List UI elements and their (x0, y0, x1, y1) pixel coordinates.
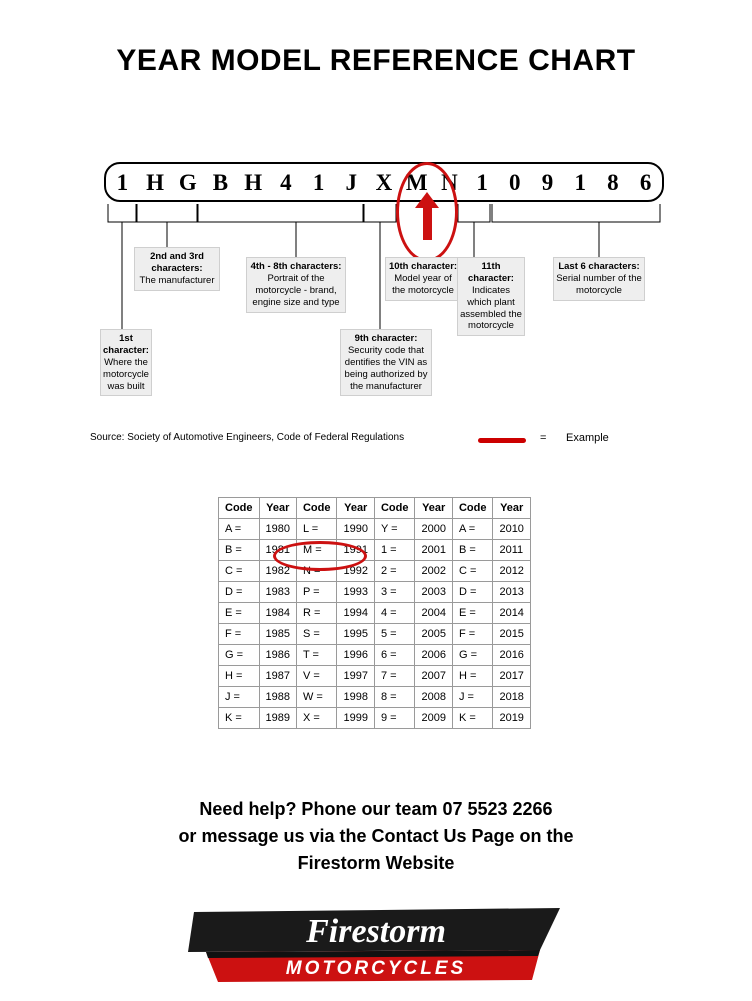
table-cell: 5 = (374, 624, 415, 645)
footer-line-3: Firestorm Website (297, 853, 455, 873)
table-cell: 7 = (374, 666, 415, 687)
table-cell: 2015 (493, 624, 530, 645)
vin-bar (104, 162, 664, 202)
table-cell: 1996 (337, 645, 374, 666)
table-row (219, 708, 531, 729)
source-note: Source: Society of Automotive Engineers, Code of Federal Regulations (90, 432, 405, 443)
callout-heading: 4th - 8th characters: (250, 261, 342, 272)
table-header-row (219, 498, 531, 519)
table-cell: K = (219, 708, 260, 729)
table-cell: 2005 (415, 624, 452, 645)
callout-heading: 1st character: (103, 333, 149, 356)
table-header-cell: Year (493, 498, 530, 519)
table-cell: 1994 (337, 603, 374, 624)
callout-body: Serial number of the motorcycle (556, 272, 642, 296)
vin-char: 6 (639, 169, 652, 195)
callout-9th-character (340, 329, 432, 396)
table-row (219, 540, 531, 561)
highlight-ellipse-table-row (273, 541, 367, 571)
table-cell: D = (219, 582, 260, 603)
vin-char: G (178, 169, 197, 195)
callout-heading: 11th character: (468, 261, 514, 284)
callout-body: Portrait of the motorcycle - brand, engine size and type (252, 272, 340, 308)
table-cell: 1980 (259, 519, 296, 540)
vin-char: 1 (312, 169, 325, 195)
table-cell: 1995 (337, 624, 374, 645)
table-cell: 1999 (337, 708, 374, 729)
table-row (219, 687, 531, 708)
table-cell: 1 = (374, 540, 415, 561)
table-cell: J = (219, 687, 260, 708)
table-cell: E = (219, 603, 260, 624)
table-cell: 1998 (337, 687, 374, 708)
table-header-cell: Year (415, 498, 452, 519)
table-row (219, 666, 531, 687)
vin-char: 9 (541, 169, 554, 195)
table-header-cell: Code (374, 498, 415, 519)
table-cell: 1990 (337, 519, 374, 540)
table-cell: 1981 (259, 540, 296, 561)
table-row (219, 603, 531, 624)
table-cell: 2000 (415, 519, 452, 540)
firestorm-motorcycles-logo (188, 906, 564, 984)
callout-body: Security code that dentifies the VIN as being authorized by the manufacturer (344, 344, 428, 392)
table-cell: S = (296, 624, 337, 645)
table-cell: Y = (374, 519, 415, 540)
table-cell: K = (452, 708, 493, 729)
table-cell: 2017 (493, 666, 530, 687)
year-code-table-wrapper (218, 497, 531, 729)
callout-last-6-characters (553, 257, 645, 301)
highlight-arrow-stem (423, 204, 432, 240)
table-cell: 1988 (259, 687, 296, 708)
vin-char: 4 (280, 169, 292, 195)
callout-1st-character (100, 329, 152, 396)
table-cell: 2010 (493, 519, 530, 540)
table-cell: 2 = (374, 561, 415, 582)
table-cell: 2011 (493, 540, 530, 561)
table-cell: X = (296, 708, 337, 729)
table-cell: R = (296, 603, 337, 624)
table-cell: 1983 (259, 582, 296, 603)
legend-equals-sign: = (540, 432, 547, 444)
table-header-cell: Year (337, 498, 374, 519)
vin-char: N (441, 169, 458, 195)
table-cell: 9 = (374, 708, 415, 729)
callout-11th-character (457, 257, 525, 336)
table-cell: C = (452, 561, 493, 582)
callout-body: The manufacturer (139, 274, 215, 286)
table-header-cell: Code (219, 498, 260, 519)
table-cell: 2009 (415, 708, 452, 729)
table-cell: 2018 (493, 687, 530, 708)
table-cell: G = (452, 645, 493, 666)
table-cell: E = (452, 603, 493, 624)
table-row (219, 624, 531, 645)
table-cell: 1984 (259, 603, 296, 624)
table-cell: B = (219, 540, 260, 561)
logo-primary-text: Firestorm (306, 913, 446, 950)
legend-example-swatch (478, 438, 526, 443)
table-cell: 2001 (415, 540, 452, 561)
table-row (219, 561, 531, 582)
table-cell: H = (219, 666, 260, 687)
vin-char: B (212, 169, 229, 195)
table-cell: G = (219, 645, 260, 666)
table-cell: 2003 (415, 582, 452, 603)
table-cell: F = (219, 624, 260, 645)
table-cell: 2019 (493, 708, 530, 729)
table-cell: N = (296, 561, 337, 582)
table-header-cell: Code (452, 498, 493, 519)
callout-body: Where the motorcycle was built (103, 356, 149, 392)
vin-diagram (104, 162, 664, 202)
table-cell: J = (452, 687, 493, 708)
callout-heading: Last 6 characters: (558, 261, 640, 272)
callout-heading: 10th character: (388, 261, 458, 272)
vin-char: 8 (607, 169, 619, 195)
vin-char: 0 (509, 169, 521, 195)
callout-body: Model year of the motorcycle (392, 272, 454, 296)
table-header-cell: Year (259, 498, 296, 519)
table-cell: 6 = (374, 645, 415, 666)
table-cell: 8 = (374, 687, 415, 708)
table-cell-highlighted: 1991 (337, 540, 374, 561)
table-cell-highlighted: M = (296, 540, 337, 561)
table-cell: 2006 (415, 645, 452, 666)
table-row (219, 645, 531, 666)
table-cell: F = (452, 624, 493, 645)
logo-secondary-text: MOTORCYCLES (285, 958, 467, 979)
callout-2nd-3rd-characters (134, 247, 220, 291)
table-cell: A = (219, 519, 260, 540)
table-cell: V = (296, 666, 337, 687)
table-cell: 3 = (374, 582, 415, 603)
callout-body: Indicates which plant assembled the motorcycle (460, 284, 522, 332)
table-cell: L = (296, 519, 337, 540)
table-cell: 4 = (374, 603, 415, 624)
table-header-cell: Code (296, 498, 337, 519)
table-cell: A = (452, 519, 493, 540)
vin-char: J (345, 169, 358, 195)
table-row (219, 582, 531, 603)
table-cell: D = (452, 582, 493, 603)
callout-heading: 9th character: (354, 333, 418, 344)
table-cell: 1986 (259, 645, 296, 666)
table-cell: C = (219, 561, 260, 582)
table-cell: 1992 (337, 561, 374, 582)
year-code-table (218, 497, 531, 729)
page-title: YEAR MODEL REFERENCE CHART (116, 44, 636, 77)
callout-4th-8th-characters (246, 257, 346, 313)
table-cell: 2007 (415, 666, 452, 687)
table-cell: 1993 (337, 582, 374, 603)
table-cell: 2002 (415, 561, 452, 582)
footer-line-1: Need help? Phone our team 07 5523 2266 (199, 799, 553, 819)
table-cell: 2004 (415, 603, 452, 624)
table-cell: W = (296, 687, 337, 708)
table-cell: P = (296, 582, 337, 603)
callout-10th-character (385, 257, 461, 301)
footer-line-2: or message us via the Contact Us Page on the (178, 826, 574, 846)
vin-char: 1 (116, 169, 129, 195)
table-cell: 1989 (259, 708, 296, 729)
table-row (219, 519, 531, 540)
table-cell: H = (452, 666, 493, 687)
callout-heading: 2nd and 3rd characters: (150, 251, 204, 274)
vin-char: 1 (574, 169, 586, 195)
table-cell: 2008 (415, 687, 452, 708)
table-cell: 2012 (493, 561, 530, 582)
table-cell: 2014 (493, 603, 530, 624)
table-cell: T = (296, 645, 337, 666)
vin-char: X (375, 169, 393, 195)
vin-char-highlighted: M (405, 169, 428, 195)
highlight-arrow-head (415, 192, 439, 208)
table-cell: 1987 (259, 666, 296, 687)
vin-char: H (244, 169, 263, 195)
contact-footer (0, 796, 752, 877)
table-cell: B = (452, 540, 493, 561)
vin-char: H (146, 169, 164, 195)
table-cell: 1985 (259, 624, 296, 645)
table-cell: 2016 (493, 645, 530, 666)
legend-example-label: Example (566, 432, 609, 444)
table-cell: 2013 (493, 582, 530, 603)
table-cell: 1997 (337, 666, 374, 687)
vin-char: 1 (476, 169, 488, 195)
table-cell: 1982 (259, 561, 296, 582)
